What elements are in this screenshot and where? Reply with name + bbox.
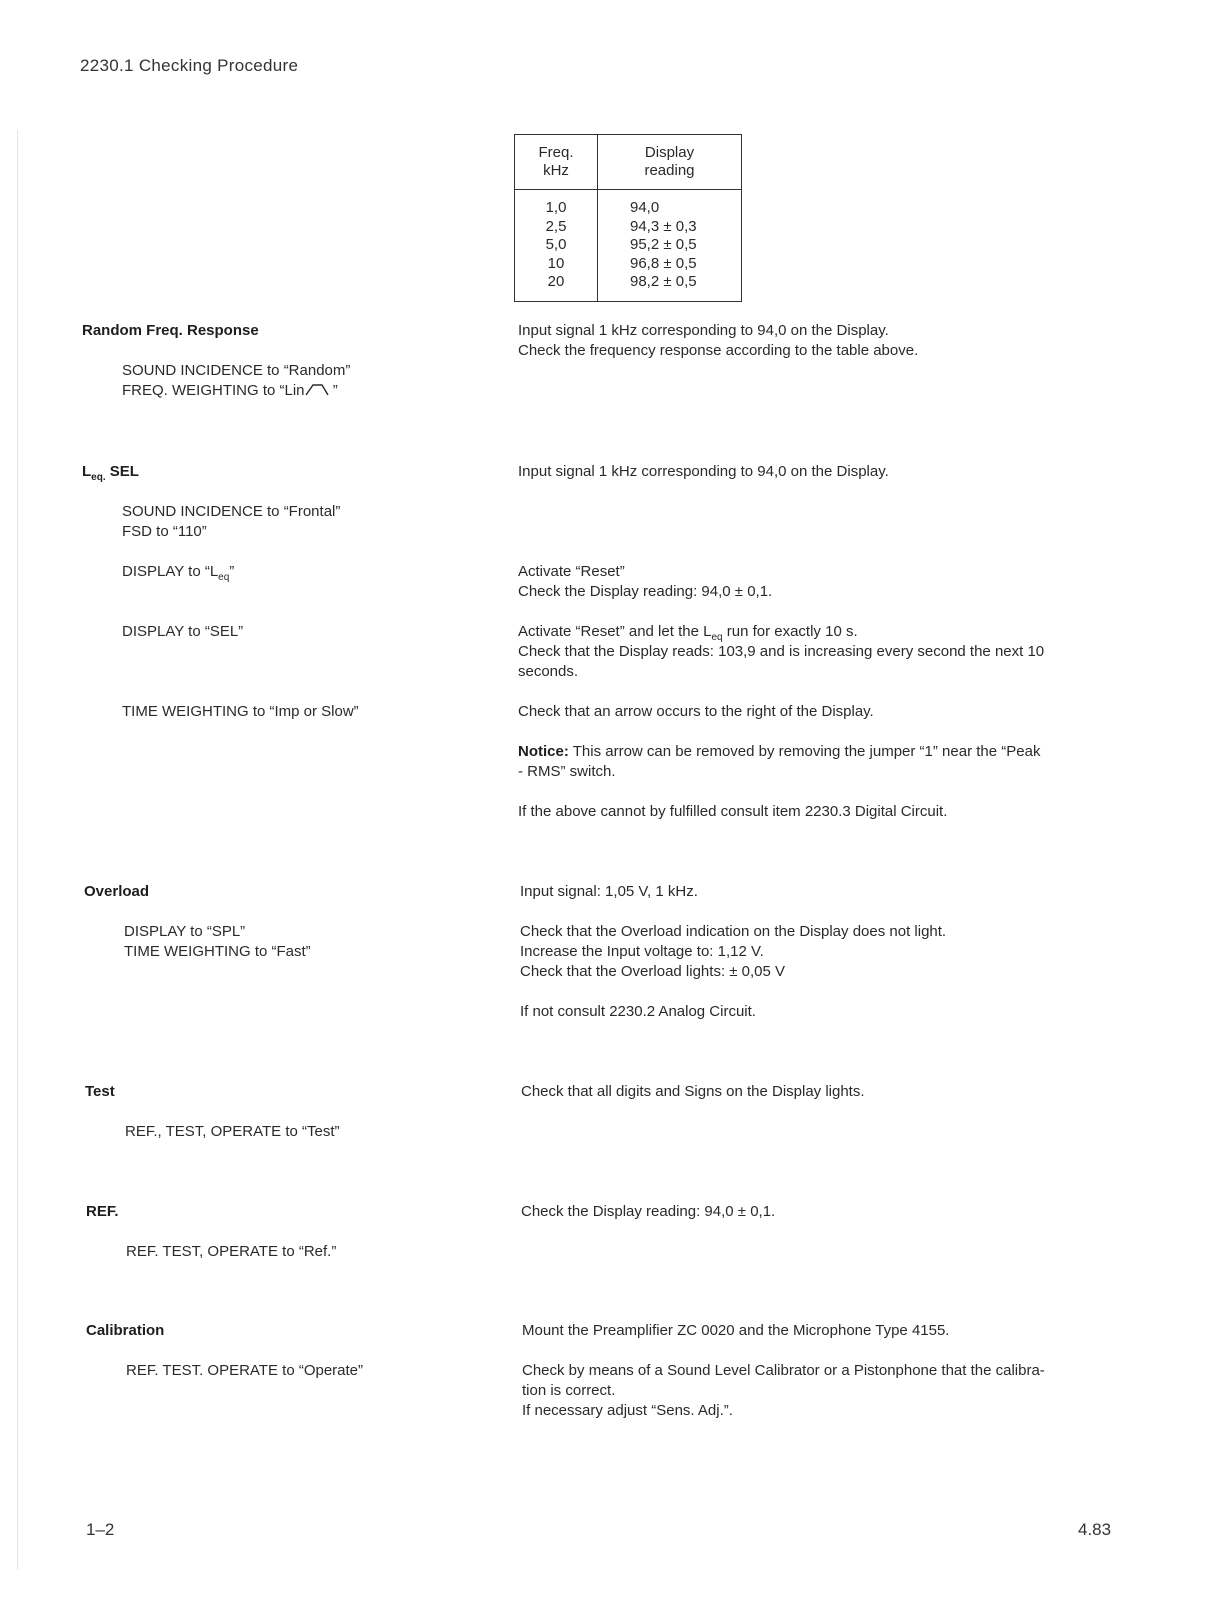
setting-sound-incidence-random: SOUND INCIDENCE to “Random” <box>122 362 351 379</box>
overload-consult-text: If not consult 2230.2 Analog Circuit. <box>520 1003 756 1020</box>
calibration-check-1: Check by means of a Sound Level Calibrator or a Pistonphone that the calibra- <box>522 1362 1045 1379</box>
setting-ref-test-operate-test: REF., TEST, OPERATE to “Test” <box>125 1123 340 1140</box>
calibration-mount-text: Mount the Preamplifier ZC 0020 and the Microphone Type 4155. <box>522 1322 950 1339</box>
leq-reading-text: Check the Display reading: 94,0 ± 0,1. <box>518 583 773 600</box>
table-cell: 5,0 <box>545 236 567 253</box>
page-title: 2230.1 Checking Procedure <box>80 56 299 75</box>
notice-text-cont: - RMS” switch. <box>518 763 616 780</box>
calibration-check-3: If necessary adjust “Sens. Adj.”. <box>522 1402 733 1419</box>
overload-check-3: Check that the Overload lights: ± 0,05 V <box>520 963 786 980</box>
calibration-check-2: tion is correct. <box>522 1382 616 1399</box>
table-cell: 10 <box>547 254 565 272</box>
page-edge-line <box>17 130 18 1570</box>
setting-sound-incidence-frontal: SOUND INCIDENCE to “Frontal” <box>122 503 341 520</box>
leq-consult-text: If the above cannot by fulfilled consult item 2230.3 Digital Circuit. <box>518 803 948 820</box>
table-cell: 94,3 ± 0,3 <box>630 217 697 235</box>
setting-freq-weighting: FREQ. WEIGHTING to “Lin ” <box>122 382 338 399</box>
random-text-check: Check the frequency response according to the table above. <box>518 342 919 359</box>
notice-text: Notice: This arrow can be removed by removing the jumper “1” near the “Peak <box>518 743 1041 760</box>
setting-display-spl: DISPLAY to “SPL” <box>124 923 246 940</box>
table-reading-column <box>598 190 742 302</box>
table-cell: 95,2 ± 0,5 <box>630 236 697 253</box>
table-cell: 20 <box>547 273 565 290</box>
table-cell: 94,0 <box>630 199 660 216</box>
section-heading-leq-sel: $L_{eq.}$ SEL <box>82 463 139 483</box>
section-heading-ref: REF. <box>86 1203 119 1220</box>
overload-check-1: Check that the Overload indication on the Display does not light. <box>520 923 947 940</box>
table-header-freq: Freq. kHz <box>515 135 598 190</box>
setting-display-sel: DISPLAY to “SEL” <box>122 623 244 640</box>
setting-display-leq: DISPLAY to “$L_{eq}$” <box>122 563 235 583</box>
table-header-display: Display reading <box>598 135 742 190</box>
section-heading-overload: Overload <box>84 883 150 900</box>
overload-input-text: Input signal: 1,05 V, 1 kHz. <box>520 883 698 900</box>
overload-check-2: Increase the Input voltage to: 1,12 V. <box>520 943 764 960</box>
test-text: Check that all digits and Signs on the Display lights. <box>521 1083 865 1100</box>
section-heading-calibration: Calibration <box>86 1322 165 1339</box>
setting-fsd: FSD to “110” <box>122 523 207 540</box>
leq-text-input: Input signal 1 kHz corresponding to 94,0 on the Display. <box>518 463 889 480</box>
setting-ref-test-operate-ref: REF. TEST, OPERATE to “Ref.” <box>126 1243 337 1260</box>
sel-check-text: Check that the Display reads: 103,9 and is increasing every second the next 10 <box>518 643 1045 660</box>
notice-label: Notice: <box>518 743 569 760</box>
page-number: 1–2 <box>86 1520 115 1539</box>
section-heading-random: Random Freq. Response <box>82 322 259 339</box>
revision-date: 4.83 <box>1078 1520 1112 1539</box>
ref-text: Check the Display reading: 94,0 ± 0,1. <box>521 1203 776 1220</box>
frequency-response-table <box>514 134 742 302</box>
sel-check-text-cont: seconds. <box>518 663 579 680</box>
table-cell: 2,5 <box>545 217 567 235</box>
table-cell: 98,2 ± 0,5 <box>630 273 697 290</box>
table-cell: 96,8 ± 0,5 <box>630 254 697 272</box>
arrow-check-text: Check that an arrow occurs to the right of the Display. <box>518 703 874 720</box>
table-freq-column <box>515 190 598 302</box>
random-text-input: Input signal 1 kHz corresponding to 94,0 on the Display. <box>518 322 889 339</box>
lin-curve-icon <box>305 382 329 396</box>
leq-reset-text: Activate “Reset” <box>518 563 625 580</box>
setting-ref-test-operate-operate: REF. TEST. OPERATE to “Operate” <box>126 1362 364 1379</box>
setting-time-weighting-imp: TIME WEIGHTING to “Imp or Slow” <box>122 703 359 720</box>
setting-time-weighting-fast: TIME WEIGHTING to “Fast” <box>124 943 311 960</box>
sel-reset-text: Activate “Reset” and let the $L_{eq}$ run for exactly 10 s. <box>518 623 858 643</box>
table-cell: 1,0 <box>545 199 567 216</box>
section-heading-test: Test <box>85 1083 115 1100</box>
